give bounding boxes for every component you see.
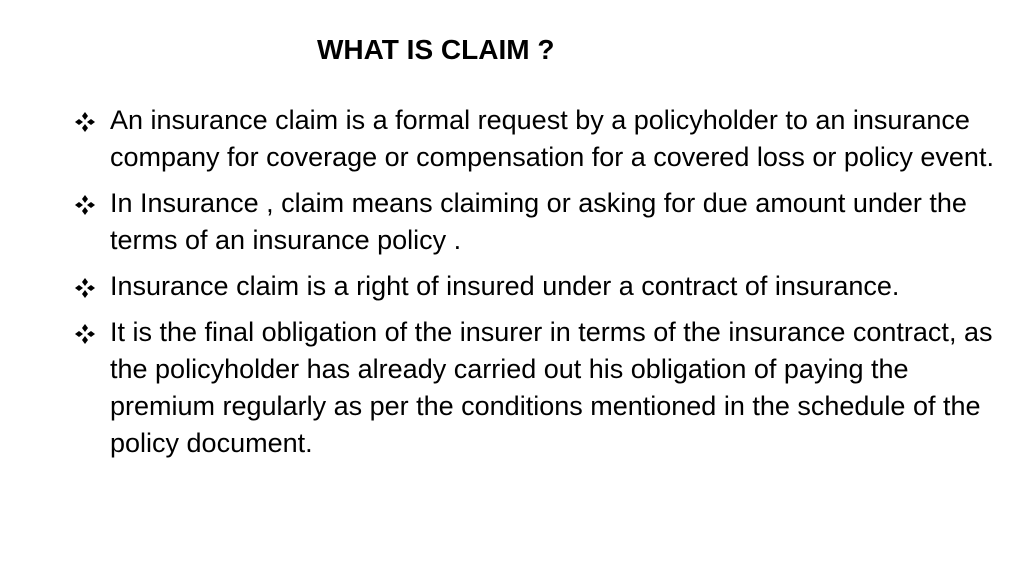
bullet-item bbox=[74, 102, 994, 176]
bullet-list bbox=[74, 102, 994, 471]
diamond-bullet-icon bbox=[74, 111, 96, 133]
diamond-bullet-icon bbox=[74, 194, 96, 216]
bullet-item bbox=[74, 268, 994, 305]
slide-title: WHAT IS CLAIM ? bbox=[317, 34, 555, 65]
bullet-item bbox=[74, 185, 994, 259]
diamond-bullet-icon bbox=[74, 323, 96, 345]
bullet-text: It is the final obligation of the insurer in terms of the insurance contract, as the policyholder has already carried out his obligation of paying the premium regularly as per the conditions mentioned in the schedule of the policy document. bbox=[110, 317, 993, 458]
bullet-text: Insurance claim is a right of insured under a contract of insurance. bbox=[110, 271, 900, 301]
bullet-item bbox=[74, 314, 994, 462]
diamond-bullet-icon bbox=[74, 277, 96, 299]
bullet-text: An insurance claim is a formal request by a policyholder to an insurance company for coverage or compensation for a covered loss or policy event. bbox=[110, 105, 994, 172]
bullet-text: In Insurance , claim means claiming or asking for due amount under the terms of an insurance policy . bbox=[110, 188, 967, 255]
